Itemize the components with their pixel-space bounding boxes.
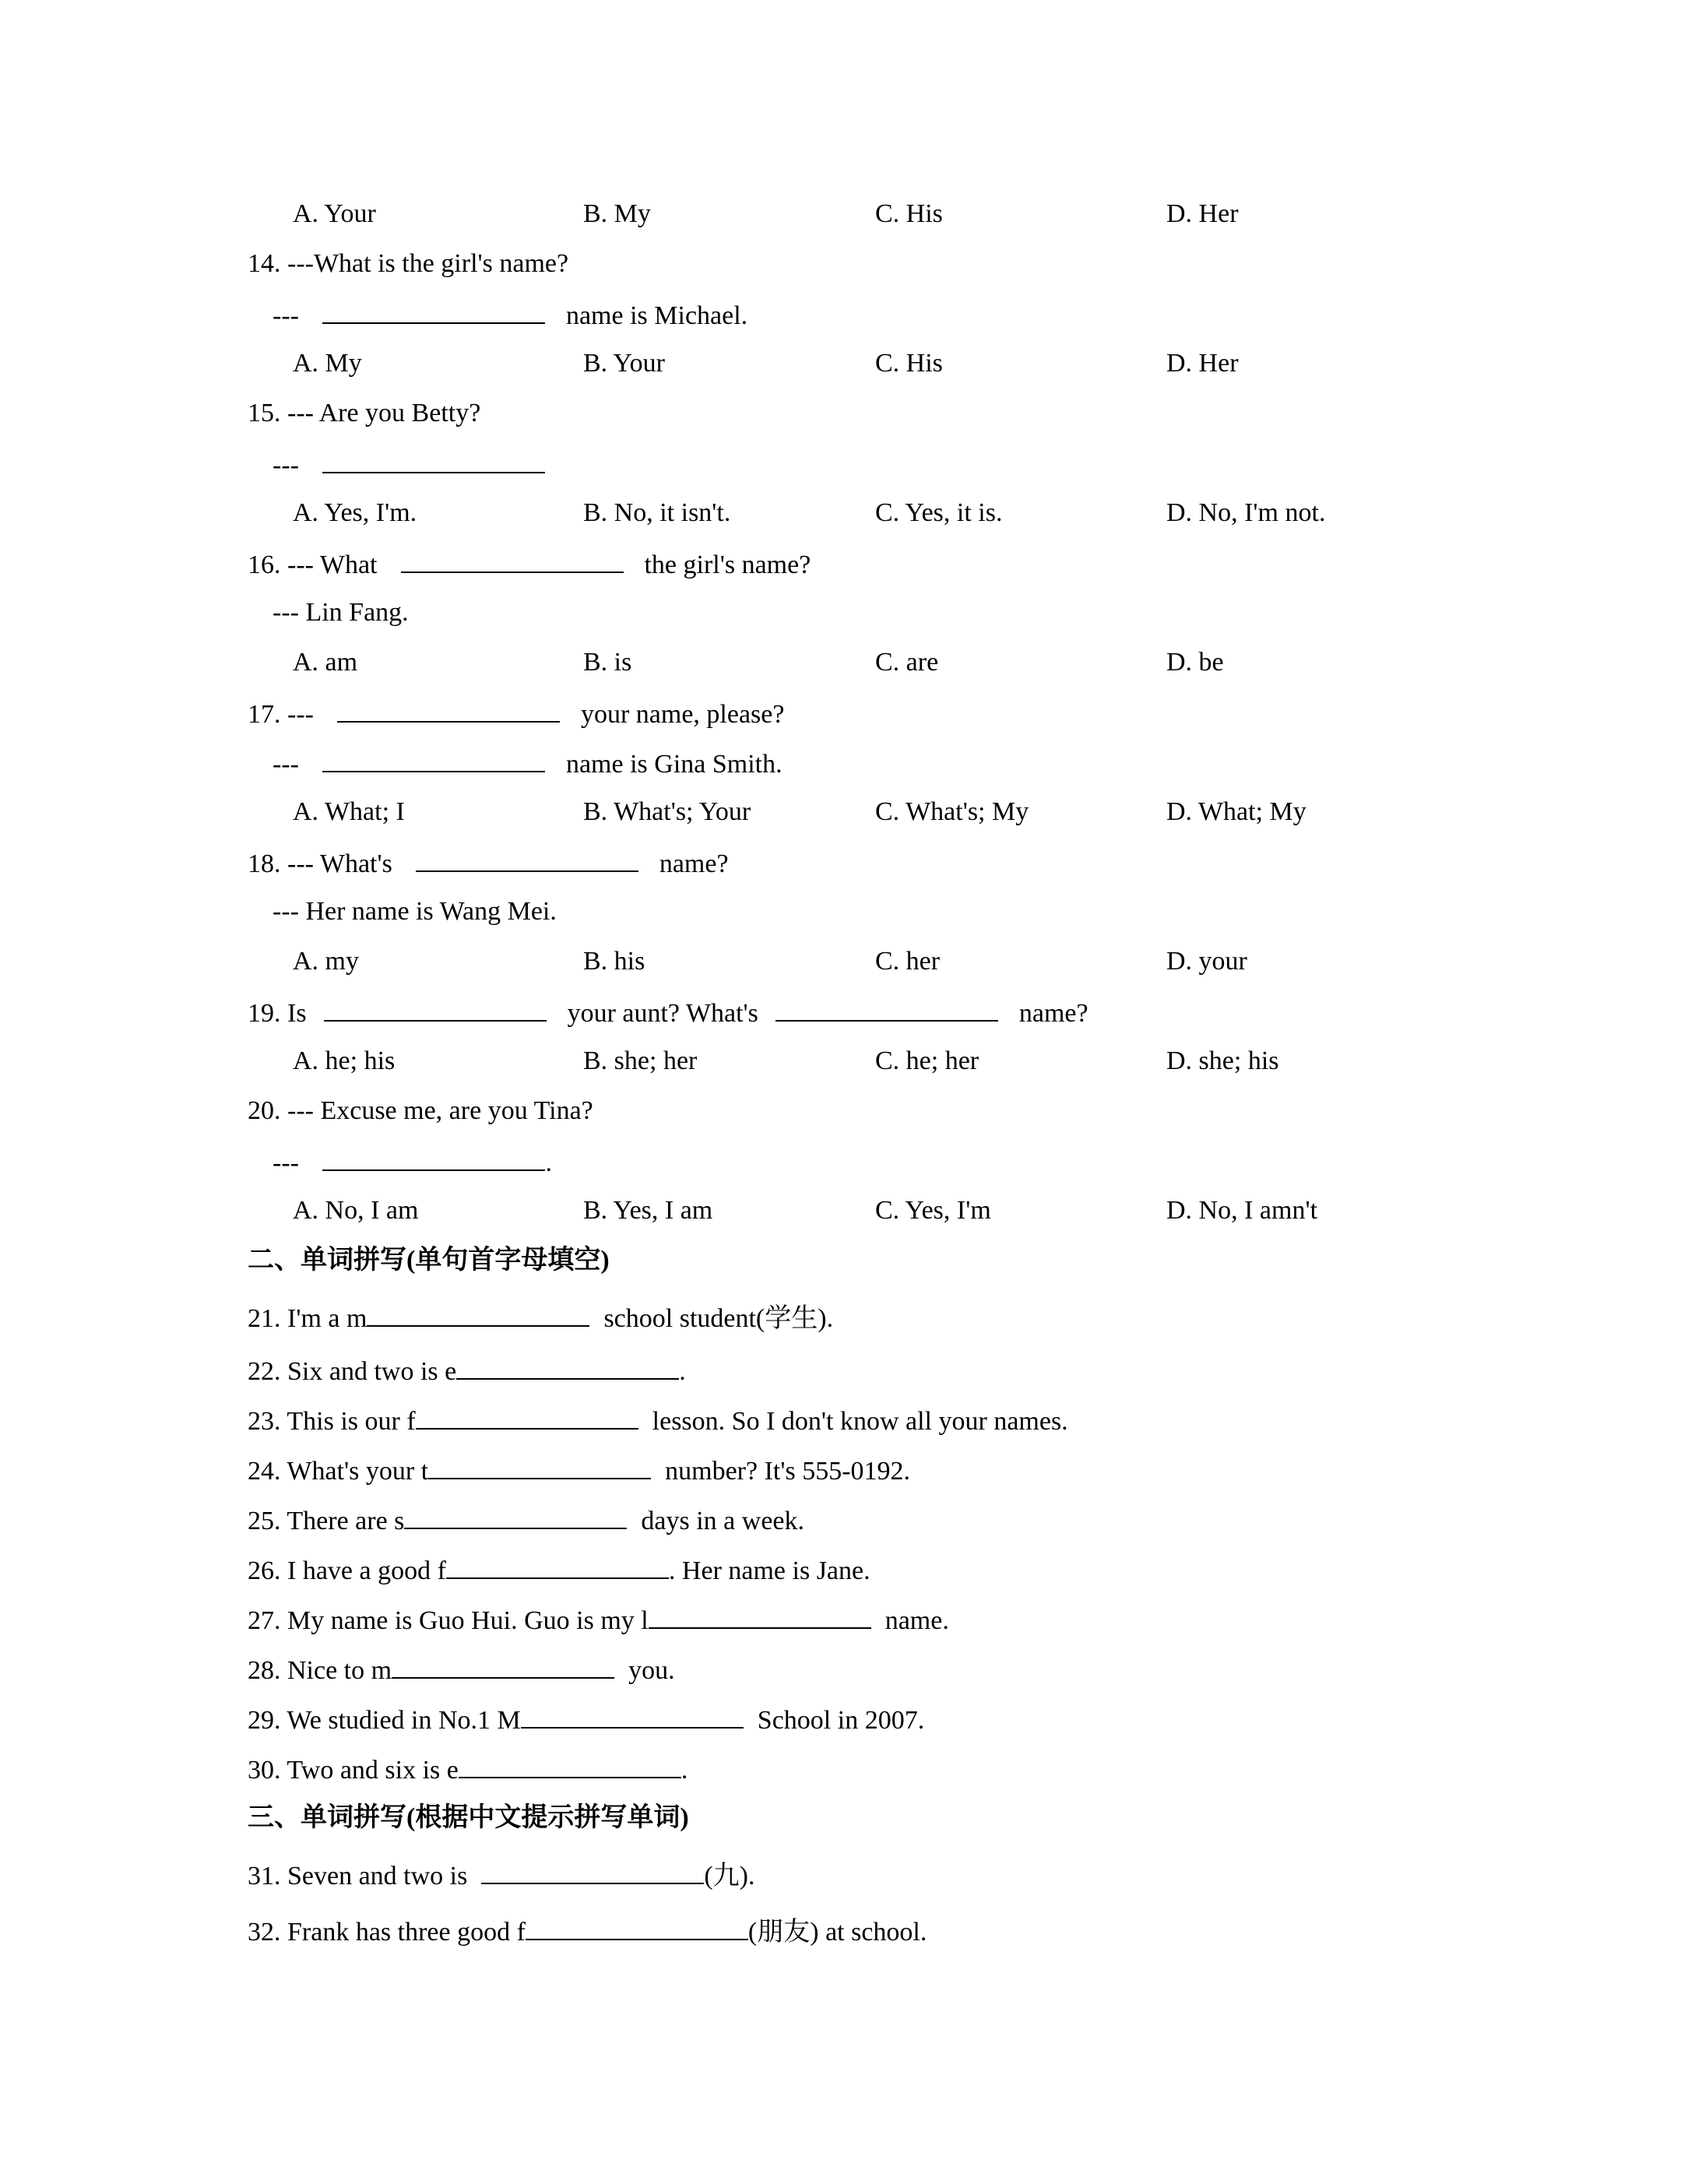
- q30-item: [248, 1755, 688, 1784]
- q18-answer-blank[interactable]: [416, 849, 638, 872]
- q17-stem-suffix: your name, please?: [580, 700, 785, 729]
- q26-item: [248, 1556, 870, 1584]
- q19-option-b: B. she; her: [583, 1046, 698, 1075]
- q30-answer-blank[interactable]: [459, 1755, 681, 1778]
- q20-reply-prefix: ---: [273, 1148, 299, 1177]
- q27-item: [248, 1605, 949, 1634]
- q29-text-after: School in 2007.: [757, 1706, 925, 1735]
- q16-reply: --- Lin Fang.: [273, 598, 409, 627]
- q14-answer-blank[interactable]: [322, 301, 545, 324]
- q19-answer-blank-1[interactable]: [324, 998, 547, 1022]
- q17-reply-prefix: ---: [273, 750, 299, 779]
- q28-answer-blank[interactable]: [392, 1655, 614, 1679]
- q17-option-d: D. What; My: [1166, 797, 1306, 826]
- q19-answer-blank-2[interactable]: [775, 998, 998, 1022]
- q23-text-after: lesson. So I don't know all your names.: [652, 1407, 1068, 1436]
- q19-option-c: C. he; her: [875, 1046, 979, 1075]
- q16-stem-suffix: the girl's name?: [644, 550, 811, 579]
- q16-option-b: B. is: [583, 648, 632, 677]
- q20-option-b: B. Yes, I am: [583, 1196, 713, 1225]
- q14-reply-suffix: name is Michael.: [565, 301, 748, 330]
- q20-option-d: D. No, I amn't: [1166, 1196, 1318, 1225]
- q24-item: [248, 1456, 910, 1485]
- q15-answer-blank[interactable]: [322, 450, 545, 473]
- q13-option-a: A. Your: [293, 199, 376, 228]
- q13-option-c: C. His: [875, 199, 943, 228]
- q32-answer-blank[interactable]: [526, 1917, 748, 1940]
- q16-stem: [248, 550, 811, 579]
- q26-answer-blank[interactable]: [446, 1556, 669, 1579]
- q16-answer-blank[interactable]: [401, 550, 624, 573]
- q30-text-after: .: [680, 1756, 688, 1785]
- q18-option-c: C. her: [875, 947, 941, 976]
- q19-part-2: your aunt? What's: [567, 999, 758, 1028]
- q16-option-d: D. be: [1166, 648, 1224, 677]
- q23-answer-blank[interactable]: [416, 1406, 638, 1430]
- q22-item: [248, 1356, 686, 1385]
- q27-text-after: name.: [884, 1606, 949, 1635]
- q31-text-after: (九).: [704, 1862, 755, 1890]
- q16-option-c: C. are: [875, 648, 939, 677]
- q17-answer-blank-1[interactable]: [337, 699, 560, 723]
- q18-option-b: B. his: [583, 947, 645, 976]
- q19-option-a: A. he; his: [293, 1046, 396, 1075]
- q14-option-d: D. Her: [1166, 349, 1239, 378]
- q20-answer-blank[interactable]: [322, 1148, 545, 1171]
- q18-stem-suffix: name?: [659, 849, 729, 878]
- q19-part-1: 19. Is: [248, 999, 307, 1028]
- q17-stem: [248, 699, 784, 728]
- q28-text-after: you.: [628, 1656, 675, 1685]
- q21-text-before: 21. I'm a m: [248, 1304, 367, 1333]
- q18-option-d: D. your: [1166, 947, 1247, 976]
- q17-reply: [273, 749, 782, 778]
- q27-text-before: 27. My name is Guo Hui. Guo is my l: [248, 1606, 649, 1635]
- q25-answer-blank[interactable]: [404, 1506, 627, 1529]
- q18-reply: --- Her name is Wang Mei.: [273, 897, 557, 926]
- q15-option-a: A. Yes, I'm.: [293, 498, 417, 527]
- q26-text-before: 26. I have a good f: [248, 1556, 446, 1585]
- q20-reply-suffix: .: [545, 1148, 552, 1177]
- q14-stem: 14. ---What is the girl's name?: [248, 249, 569, 278]
- q18-option-a: A. my: [293, 947, 359, 976]
- q20-stem: 20. --- Excuse me, are you Tina?: [248, 1096, 593, 1125]
- q14-option-c: C. His: [875, 349, 943, 378]
- q14-reply-prefix: ---: [273, 301, 299, 330]
- q22-text-after: .: [679, 1357, 686, 1386]
- q15-reply: [273, 450, 545, 479]
- q25-item: [248, 1506, 804, 1535]
- q32-text-after: (朋友) at school.: [747, 1918, 927, 1947]
- q29-item: [248, 1705, 924, 1734]
- q17-reply-suffix: name is Gina Smith.: [565, 750, 782, 779]
- q18-stem: [248, 849, 729, 877]
- q19-option-d: D. she; his: [1166, 1046, 1279, 1075]
- q28-item: [248, 1655, 675, 1684]
- q32-text-before: 32. Frank has three good f: [248, 1918, 526, 1947]
- q13-option-d: D. Her: [1166, 199, 1239, 228]
- q14-reply: [273, 301, 747, 329]
- q19-part-3: name?: [1018, 999, 1088, 1028]
- q19-stem: [248, 998, 1088, 1027]
- q14-option-a: A. My: [293, 349, 362, 378]
- q17-stem-prefix: 17. ---: [248, 700, 314, 729]
- q24-text-before: 24. What's your t: [248, 1457, 429, 1486]
- q18-stem-prefix: 18. --- What's: [248, 849, 392, 878]
- q21-item: [248, 1303, 833, 1332]
- q20-option-a: A. No, I am: [293, 1196, 419, 1225]
- q20-reply: [273, 1148, 552, 1176]
- section-3-heading: 三、单词拼写(根据中文提示拼写单词): [248, 1803, 689, 1832]
- q17-answer-blank-2[interactable]: [322, 749, 545, 772]
- q22-text-before: 22. Six and two is e: [248, 1357, 457, 1386]
- q29-answer-blank[interactable]: [521, 1705, 744, 1729]
- q24-text-after: number? It's 555-0192.: [665, 1457, 911, 1486]
- q16-stem-prefix: 16. --- What: [248, 550, 378, 579]
- q24-answer-blank[interactable]: [428, 1456, 651, 1479]
- q31-text-before: 31. Seven and two is: [248, 1862, 468, 1890]
- q17-option-a: A. What; I: [293, 797, 405, 826]
- q20-option-c: C. Yes, I'm: [875, 1196, 991, 1225]
- q16-option-a: A. am: [293, 648, 358, 677]
- q31-answer-blank[interactable]: [481, 1861, 704, 1884]
- q15-option-d: D. No, I'm not.: [1166, 498, 1326, 527]
- q17-option-b: B. What's; Your: [583, 797, 751, 826]
- q23-text-before: 23. This is our f: [248, 1407, 416, 1436]
- q13-option-b: B. My: [583, 199, 651, 228]
- q25-text-after: days in a week.: [641, 1507, 805, 1535]
- q21-answer-blank[interactable]: [367, 1303, 589, 1327]
- q29-text-before: 29. We studied in No.1 M: [248, 1706, 521, 1735]
- q21-text-after: school student(学生).: [603, 1304, 834, 1333]
- q25-text-before: 25. There are s: [248, 1507, 405, 1535]
- q22-answer-blank[interactable]: [456, 1356, 679, 1380]
- q23-item: [248, 1406, 1068, 1435]
- q14-option-b: B. Your: [583, 349, 665, 378]
- q15-reply-prefix: ---: [273, 451, 299, 480]
- section-2-heading: 二、单词拼写(单句首字母填空): [248, 1246, 610, 1275]
- q30-text-before: 30. Two and six is e: [248, 1756, 459, 1785]
- q32-item: [248, 1917, 927, 1946]
- q31-item: [248, 1861, 755, 1890]
- q28-text-before: 28. Nice to m: [248, 1656, 392, 1685]
- q17-option-c: C. What's; My: [875, 797, 1029, 826]
- q15-option-b: B. No, it isn't.: [583, 498, 731, 527]
- q27-answer-blank[interactable]: [649, 1605, 871, 1629]
- q15-option-c: C. Yes, it is.: [875, 498, 1003, 527]
- q15-stem: 15. --- Are you Betty?: [248, 399, 481, 427]
- q26-text-after: . Her name is Jane.: [668, 1556, 870, 1585]
